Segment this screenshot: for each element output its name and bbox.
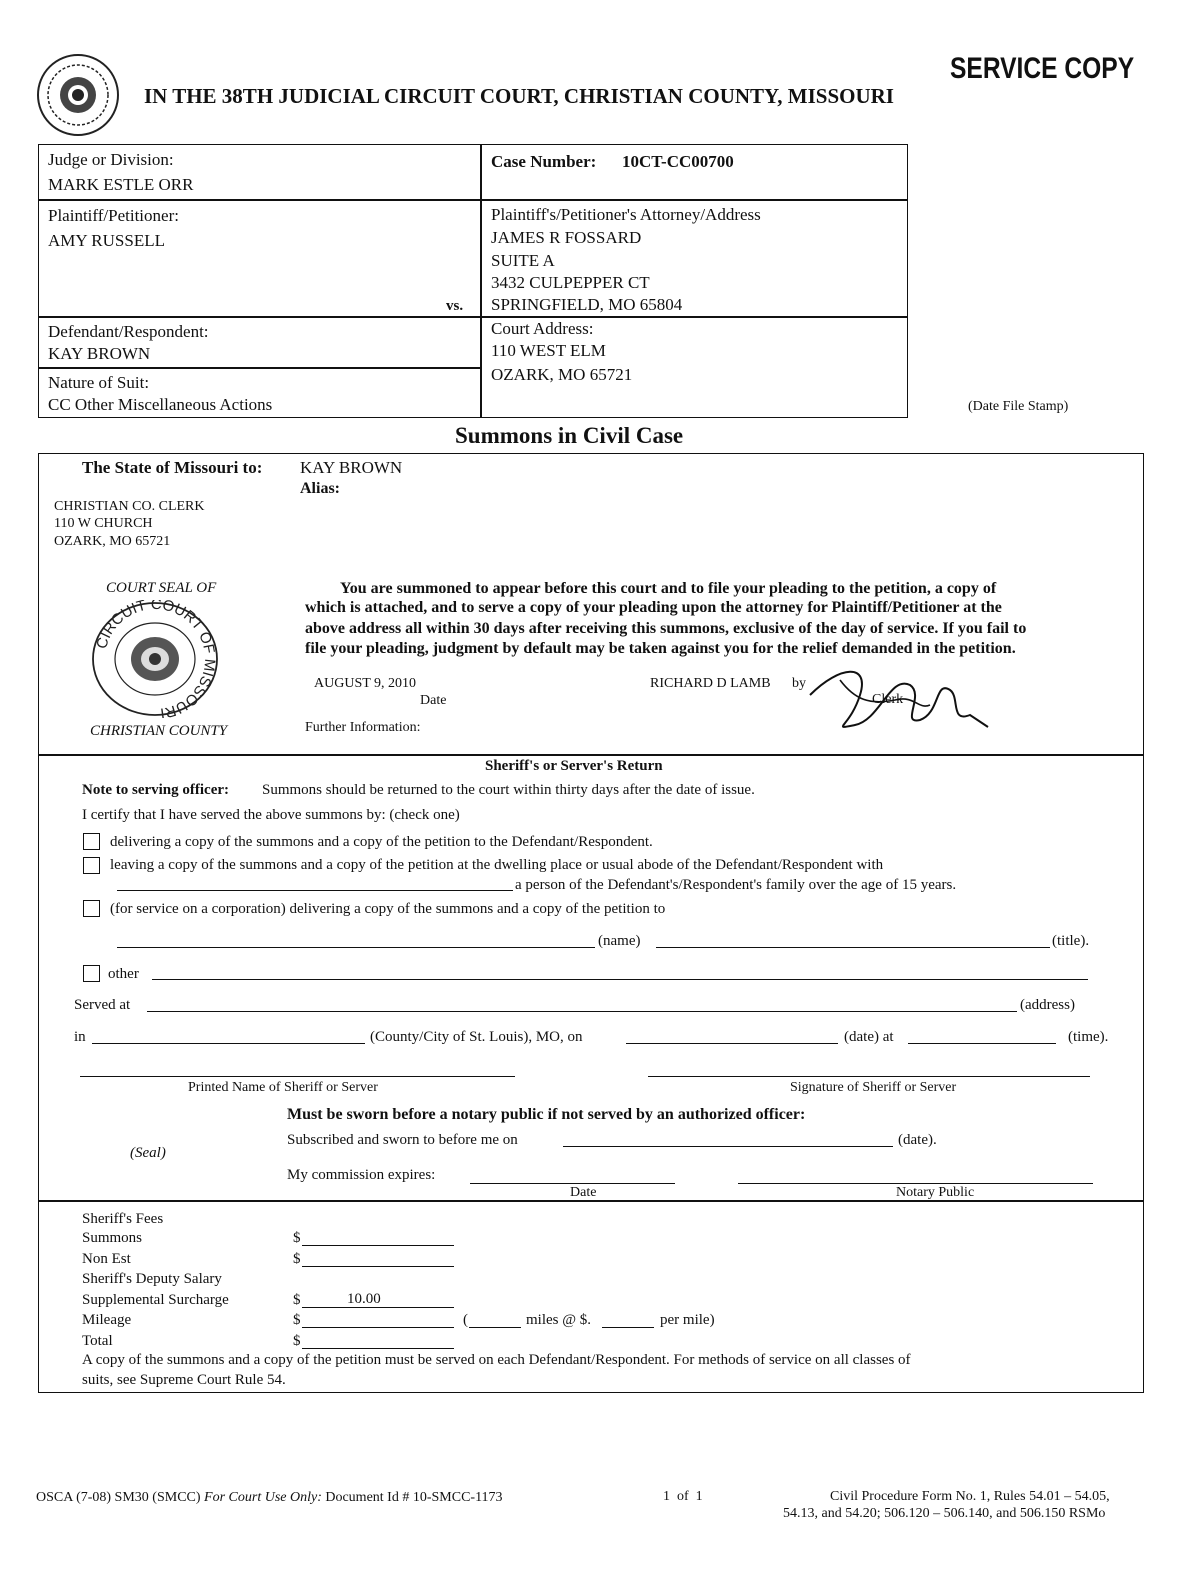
caption-vertical-divider bbox=[480, 144, 482, 418]
serve-address-line: 110 W CHURCH bbox=[54, 516, 153, 531]
printed-name-label: Printed Name of Sheriff or Server bbox=[188, 1080, 378, 1095]
county-label: (County/City of St. Louis), MO, on bbox=[370, 1029, 583, 1045]
clerk-signature bbox=[800, 655, 990, 740]
fee-label: Supplemental Surcharge bbox=[82, 1292, 229, 1308]
court-use-label: For Court Use Only: bbox=[204, 1490, 322, 1505]
other-label: other bbox=[108, 966, 139, 982]
fee-label: Mileage bbox=[82, 1312, 132, 1328]
fee-amount-field[interactable] bbox=[302, 1245, 454, 1246]
court-address-label: Court Address: bbox=[491, 319, 594, 338]
served-at-label: Served at bbox=[74, 997, 131, 1013]
court-address-line: OZARK, MO 65721 bbox=[491, 365, 633, 384]
nature-label: Nature of Suit: bbox=[48, 373, 150, 392]
signature-label: Signature of Sheriff or Server bbox=[790, 1080, 957, 1095]
summons-body-line: above address all within 30 days after receiving this summons, exclusive of the day of service. If you fail to bbox=[305, 620, 1027, 637]
issue-date-value: AUGUST 9, 2010 bbox=[314, 676, 417, 691]
fee-currency: $ bbox=[293, 1312, 301, 1328]
serve-address-line: CHRISTIAN CO. CLERK bbox=[54, 499, 205, 514]
option-corporation-label: (for service on a corporation) delivering a copy of the summons and a copy of the petition to bbox=[110, 901, 666, 917]
serve-address-line: OZARK, MO 65721 bbox=[54, 534, 171, 549]
by-label: by bbox=[792, 676, 806, 691]
option-leave-checkbox[interactable] bbox=[83, 857, 100, 874]
attorney-label: Plaintiff's/Petitioner's Attorney/Address bbox=[491, 205, 761, 224]
attorney-line: SPRINGFIELD, MO 65804 bbox=[491, 295, 683, 314]
corporation-title-field[interactable] bbox=[656, 947, 1050, 948]
miles-field[interactable] bbox=[469, 1327, 521, 1328]
summons-body-line: which is attached, and to serve a copy of your pleading upon the attorney for Plaintiff/Petitioner at the bbox=[305, 599, 1002, 616]
fee-currency: $ bbox=[293, 1333, 301, 1349]
seal-top-label: COURT SEAL OF bbox=[106, 580, 217, 596]
option-corporation-checkbox[interactable] bbox=[83, 900, 100, 917]
in-label: in bbox=[74, 1029, 86, 1045]
fee-label: Non Est bbox=[82, 1251, 131, 1267]
further-info-label: Further Information: bbox=[305, 720, 421, 735]
mileage-open: ( bbox=[463, 1312, 468, 1328]
time-label: (time). bbox=[1068, 1029, 1109, 1045]
family-member-field[interactable] bbox=[117, 890, 513, 891]
circuit-court-seal bbox=[90, 600, 220, 718]
fee-currency: $ bbox=[293, 1292, 301, 1308]
notary-public-label: Notary Public bbox=[896, 1185, 975, 1200]
attorney-line: JAMES R FOSSARD bbox=[491, 228, 642, 247]
form-id: OSCA (7-08) SM30 (SMCC) bbox=[36, 1490, 201, 1505]
seal-label: (Seal) bbox=[130, 1145, 166, 1161]
title-label: (title). bbox=[1052, 933, 1090, 949]
corporation-name-field[interactable] bbox=[117, 947, 595, 948]
name-label: (name) bbox=[598, 933, 641, 949]
service-time-field[interactable] bbox=[908, 1043, 1056, 1044]
caption-divider-2 bbox=[38, 316, 908, 318]
fees-note-line: suits, see Supreme Court Rule 54. bbox=[82, 1372, 286, 1388]
summons-body-line: You are summoned to appear before this court and to file your pleading to the petition, a copy of bbox=[340, 580, 997, 597]
attorney-line: SUITE A bbox=[491, 251, 555, 270]
fee-label: Sheriff's Deputy Salary bbox=[82, 1271, 222, 1287]
option-leave-continuation: a person of the Defendant's/Respondent's family over the age of 15 years. bbox=[515, 877, 957, 893]
return-title: Sheriff's or Server's Return bbox=[485, 758, 663, 774]
fee-amount-field[interactable] bbox=[302, 1266, 454, 1267]
fee-currency: $ bbox=[293, 1251, 301, 1267]
service-date-field[interactable] bbox=[626, 1043, 838, 1044]
notary-public-field[interactable] bbox=[738, 1183, 1093, 1184]
clerk-label: Clerk bbox=[872, 692, 904, 707]
page-indicator: 1 of 1 bbox=[663, 1489, 703, 1504]
seal-bottom-label: CHRISTIAN COUNTY bbox=[90, 723, 228, 739]
commission-date-label: Date bbox=[570, 1185, 597, 1200]
summons-title: Summons in Civil Case bbox=[455, 423, 684, 448]
per-mile-label: per mile) bbox=[660, 1312, 715, 1328]
plaintiff-value: AMY RUSSELL bbox=[48, 231, 165, 250]
fee-label: Summons bbox=[82, 1230, 143, 1246]
certify-text: I certify that I have served the above summons by: (check one) bbox=[82, 807, 460, 823]
subscribed-date-label: (date). bbox=[898, 1132, 937, 1148]
date-file-stamp: (Date File Stamp) bbox=[968, 399, 1069, 414]
option-leave-label: leaving a copy of the summons and a copy of the petition at the dwelling place or usual abode of the Defendant/Respondent with bbox=[110, 857, 884, 873]
rules-line: 54.13, and 54.20; 506.120 – 506.140, and 506.150 RSMo bbox=[783, 1506, 1106, 1521]
note-text: Summons should be returned to the court within thirty days after the date of issue. bbox=[262, 782, 755, 798]
case-number-label: Case Number: bbox=[491, 152, 597, 171]
court-seal-logo bbox=[34, 52, 122, 138]
clerk-name: RICHARD D LAMB bbox=[650, 676, 771, 691]
fees-note-line: A copy of the summons and a copy of the petition must be served on each Defendant/Respondent. For methods of service on all classes of bbox=[82, 1352, 911, 1368]
rules-line: Civil Procedure Form No. 1, Rules 54.01 – 54.05, bbox=[830, 1489, 1110, 1504]
court-address-line: 110 WEST ELM bbox=[491, 341, 606, 360]
fee-label: Total bbox=[82, 1333, 113, 1349]
document-id: Document Id # 10-SMCC-1173 bbox=[325, 1490, 503, 1505]
defendant-label: Defendant/Respondent: bbox=[48, 322, 209, 341]
rate-field[interactable] bbox=[602, 1327, 654, 1328]
issue-date-label: Date bbox=[420, 693, 447, 708]
caption-divider-3 bbox=[38, 367, 480, 369]
alias-label: Alias: bbox=[300, 480, 340, 497]
option-other-checkbox[interactable] bbox=[83, 965, 100, 982]
judge-label: Judge or Division: bbox=[48, 150, 174, 169]
notary-heading: Must be sworn before a notary public if not served by an authorized officer: bbox=[287, 1106, 806, 1123]
plaintiff-label: Plaintiff/Petitioner: bbox=[48, 206, 179, 225]
attorney-line: 3432 CULPEPPER CT bbox=[491, 273, 650, 292]
service-copy-stamp: SERVICE COPY bbox=[950, 52, 1135, 85]
date-at-label: (date) at bbox=[844, 1029, 894, 1045]
option-deliver-checkbox[interactable] bbox=[83, 833, 100, 850]
commission-label: My commission expires: bbox=[287, 1167, 436, 1183]
miles-at-label: miles @ $. bbox=[526, 1312, 592, 1328]
printed-name-field[interactable] bbox=[80, 1076, 515, 1077]
other-field[interactable] bbox=[152, 979, 1088, 980]
signature-field[interactable] bbox=[648, 1076, 1090, 1077]
subscribed-label: Subscribed and sworn to before me on bbox=[287, 1132, 518, 1148]
fee-amount-field[interactable] bbox=[302, 1327, 454, 1328]
vs-label: vs. bbox=[446, 298, 464, 314]
county-field[interactable] bbox=[92, 1043, 365, 1044]
court-title: IN THE 38TH JUDICIAL CIRCUIT COURT, CHRISTIAN COUNTY, MISSOURI bbox=[144, 84, 894, 108]
footer-form-id bbox=[36, 1490, 503, 1506]
fees-heading: Sheriff's Fees bbox=[82, 1211, 164, 1227]
option-deliver-label: delivering a copy of the summons and a copy of the petition to the Defendant/Respondent. bbox=[110, 834, 653, 850]
state-to-label: The State of Missouri to: bbox=[82, 458, 263, 477]
address-label: (address) bbox=[1020, 997, 1075, 1013]
note-label: Note to serving officer: bbox=[82, 782, 230, 798]
caption-divider-1 bbox=[38, 199, 908, 201]
state-to-value: KAY BROWN bbox=[300, 458, 403, 477]
judge-value: MARK ESTLE ORR bbox=[48, 175, 194, 194]
fee-amount-field[interactable] bbox=[302, 1348, 454, 1349]
defendant-value: KAY BROWN bbox=[48, 344, 151, 363]
summons-body-line: file your pleading, judgment by default may be taken against you for the relief demanded in the petition. bbox=[305, 640, 1016, 657]
fee-currency: $ bbox=[293, 1230, 301, 1246]
nature-value: CC Other Miscellaneous Actions bbox=[48, 395, 273, 414]
summons-divider bbox=[38, 754, 1144, 756]
subscribed-date-field[interactable] bbox=[563, 1146, 893, 1147]
commission-date-field[interactable] bbox=[470, 1183, 675, 1184]
surcharge-amount: 10.00 bbox=[347, 1291, 381, 1307]
seal-ring-text: CIRCUIT COURT OF MISSOURI bbox=[93, 600, 219, 718]
served-at-field[interactable] bbox=[147, 1011, 1017, 1012]
case-number-value: 10CT-CC00700 bbox=[622, 152, 734, 171]
